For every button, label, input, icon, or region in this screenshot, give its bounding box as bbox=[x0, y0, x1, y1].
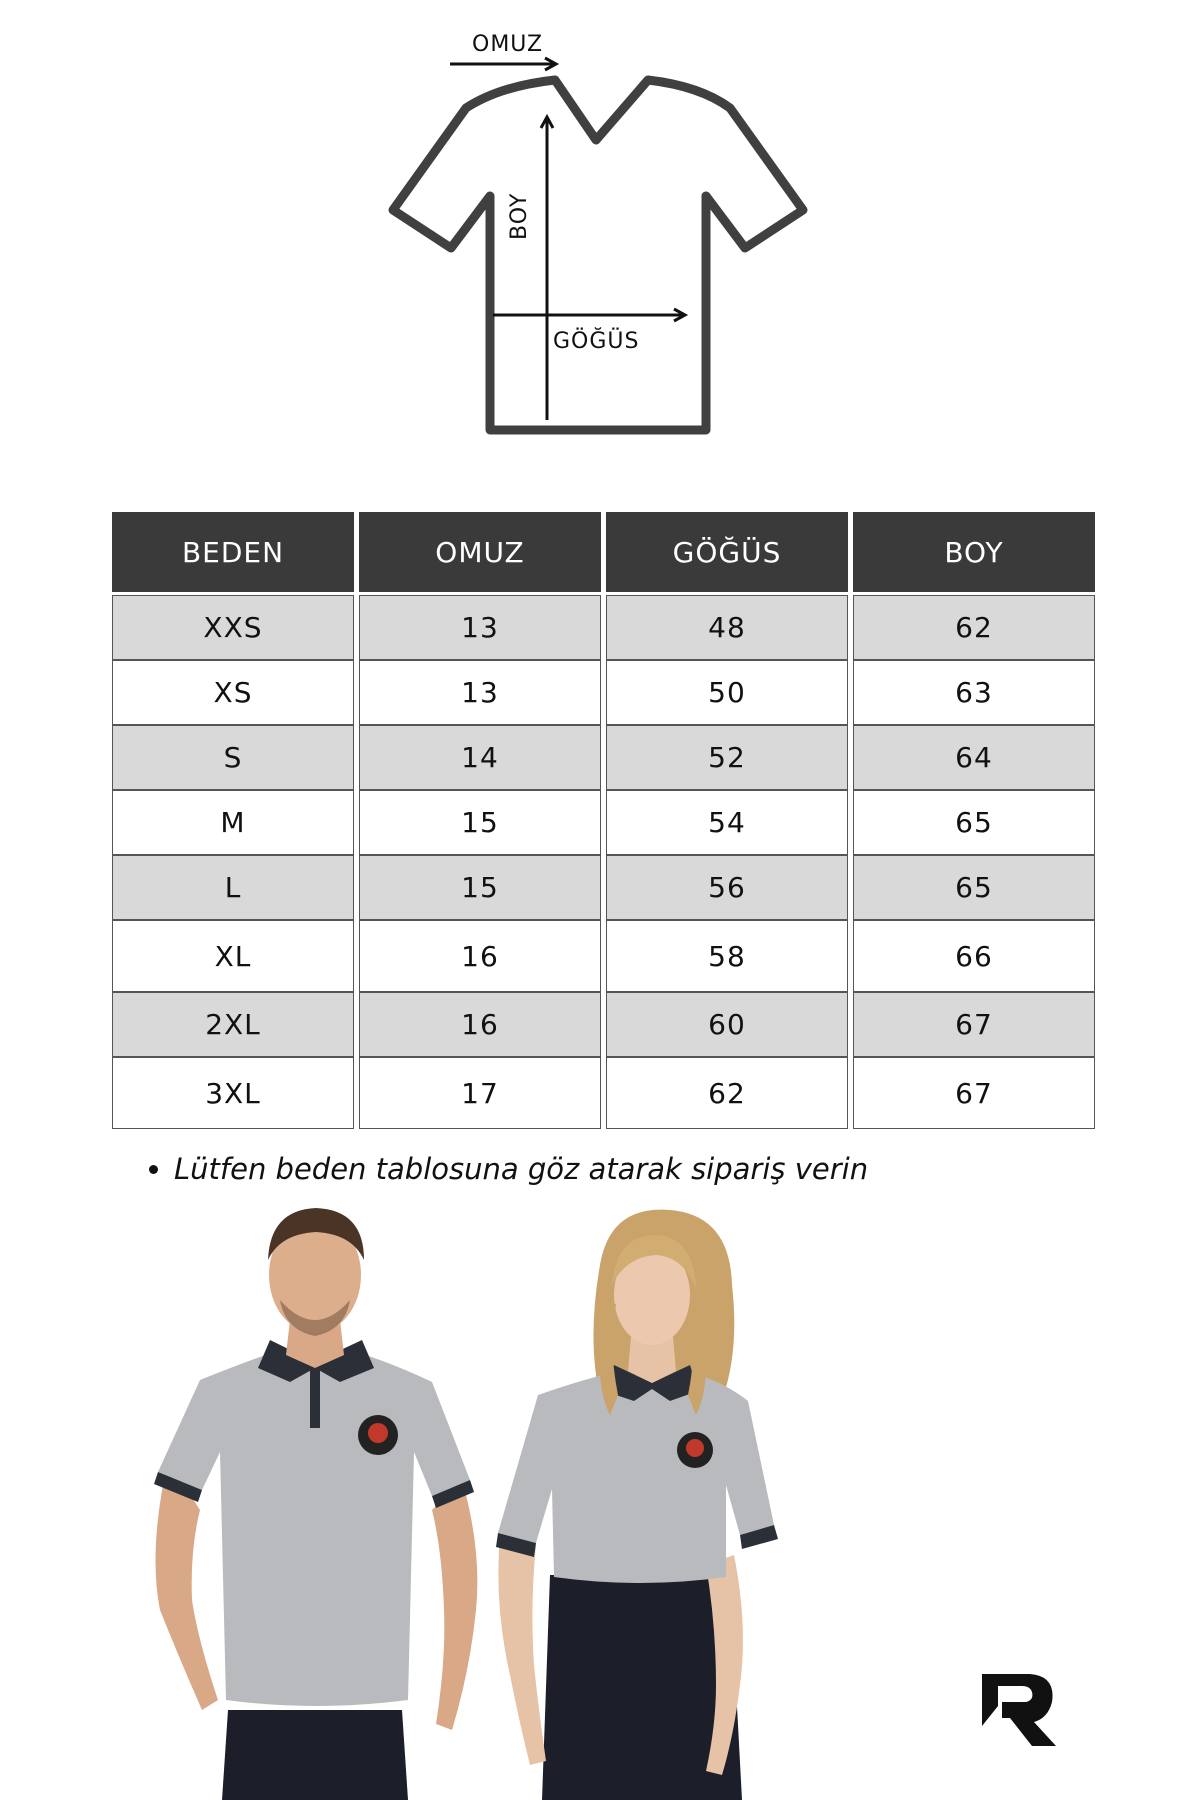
cell-chest: 52 bbox=[606, 725, 848, 790]
brand-logo bbox=[980, 1670, 1058, 1748]
cell-shoulder: 15 bbox=[359, 790, 601, 855]
chest-label: GÖĞÜS bbox=[553, 329, 640, 354]
cell-size: XS bbox=[112, 660, 354, 725]
table-row bbox=[112, 595, 1095, 660]
male-model-photo bbox=[140, 1190, 490, 1800]
size-chart-table bbox=[107, 512, 1100, 1129]
header-shoulder: OMUZ bbox=[359, 512, 601, 595]
table-row bbox=[112, 920, 1095, 992]
cell-length: 65 bbox=[853, 855, 1095, 920]
cell-shoulder: 17 bbox=[359, 1057, 601, 1129]
cell-size: S bbox=[112, 725, 354, 790]
length-label: BOY bbox=[507, 192, 532, 240]
cell-chest: 56 bbox=[606, 855, 848, 920]
cell-chest: 54 bbox=[606, 790, 848, 855]
cell-length: 64 bbox=[853, 725, 1095, 790]
header-chest: GÖĞÜS bbox=[606, 512, 848, 595]
shirt-measurement-diagram bbox=[0, 0, 1200, 460]
cell-chest: 60 bbox=[606, 992, 848, 1057]
order-note bbox=[140, 1152, 868, 1186]
table-row bbox=[112, 790, 1095, 855]
shirt-outline bbox=[393, 80, 803, 430]
cell-length: 65 bbox=[853, 790, 1095, 855]
table-row bbox=[112, 1057, 1095, 1129]
cell-length: 66 bbox=[853, 920, 1095, 992]
shirt-outline-graphic bbox=[0, 0, 1200, 460]
cell-size: 3XL bbox=[112, 1057, 354, 1129]
table-header-row bbox=[112, 512, 1095, 595]
cell-size: M bbox=[112, 790, 354, 855]
cell-size: 2XL bbox=[112, 992, 354, 1057]
cell-shoulder: 16 bbox=[359, 920, 601, 992]
cell-shoulder: 16 bbox=[359, 992, 601, 1057]
header-size: BEDEN bbox=[112, 512, 354, 595]
cell-size: XL bbox=[112, 920, 354, 992]
cell-shoulder: 15 bbox=[359, 855, 601, 920]
female-model-photo bbox=[490, 1205, 800, 1800]
cell-chest: 58 bbox=[606, 920, 848, 992]
table-row bbox=[112, 660, 1095, 725]
cell-shoulder: 13 bbox=[359, 595, 601, 660]
cell-size: XXS bbox=[112, 595, 354, 660]
table-row bbox=[112, 855, 1095, 920]
header-length: BOY bbox=[853, 512, 1095, 595]
cell-size: L bbox=[112, 855, 354, 920]
cell-chest: 50 bbox=[606, 660, 848, 725]
cell-length: 67 bbox=[853, 992, 1095, 1057]
cell-length: 62 bbox=[853, 595, 1095, 660]
cell-shoulder: 13 bbox=[359, 660, 601, 725]
cell-chest: 48 bbox=[606, 595, 848, 660]
cell-shoulder: 14 bbox=[359, 725, 601, 790]
cell-length: 63 bbox=[853, 660, 1095, 725]
table-row bbox=[112, 725, 1095, 790]
shoulder-label: OMUZ bbox=[472, 32, 544, 57]
cell-chest: 62 bbox=[606, 1057, 848, 1129]
table-row bbox=[112, 992, 1095, 1057]
order-note-text: • Lütfen beden tablosuna göz atarak sipariş verin bbox=[174, 1152, 868, 1186]
cell-length: 67 bbox=[853, 1057, 1095, 1129]
